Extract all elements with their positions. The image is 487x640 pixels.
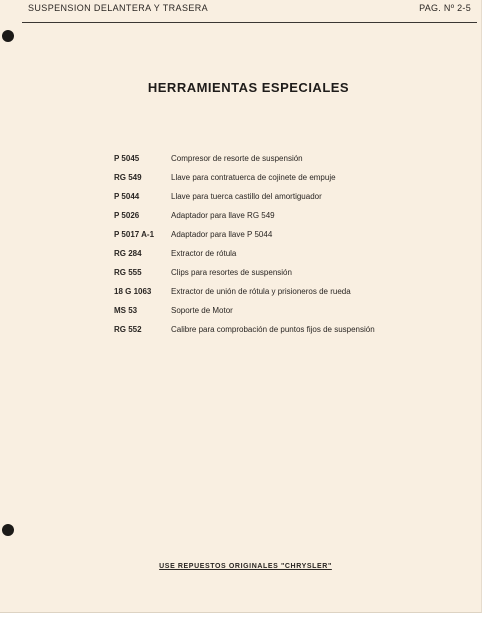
tool-description: Soporte de Motor [171,306,233,315]
page-number: PAG. Nº 2-5 [419,3,471,13]
tool-code: 18 G 1063 [114,287,152,296]
tool-code: P 5045 [114,154,140,163]
tool-description: Extractor de rótula [171,249,237,258]
punch-hole-bottom [2,524,14,536]
tool-row [114,249,474,268]
section-title: SUSPENSION DELANTERA Y TRASERA [28,3,209,13]
tool-code: RG 552 [114,325,142,334]
punch-hole-top [2,30,14,42]
tool-description: Clips para resortes de suspensión [171,268,292,277]
tool-row [114,268,474,287]
tool-description: Calibre para comprobación de puntos fijos de suspensión [171,325,375,334]
tool-row [114,306,474,325]
tool-row [114,211,474,230]
tool-row [114,192,474,211]
tool-row [114,230,474,249]
tool-code: P 5017 A-1 [114,230,155,239]
tool-code: RG 555 [114,268,142,277]
tool-row [114,173,474,192]
tool-row [114,287,474,306]
footer-note-text: USE REPUESTOS ORIGINALES "CHRYSLER" [159,563,332,570]
tool-code: RG 549 [114,173,142,182]
tool-description: Extractor de unión de rótula y prisioneros de rueda [171,287,351,296]
tool-description: Llave para tuerca castillo del amortiguador [171,192,322,201]
page-header [22,0,477,23]
footer-note [0,563,487,570]
tool-code: P 5044 [114,192,140,201]
tool-code: P 5026 [114,211,140,220]
tool-description: Adaptador para llave RG 549 [171,211,275,220]
tool-description: Compresor de resorte de suspensión [171,154,303,163]
tool-list [114,154,474,344]
page-title: HERRAMIENTAS ESPECIALES [147,80,350,95]
tool-description: Adaptador para llave P 5044 [171,230,273,239]
tool-description: Llave para contratuerca de cojinete de empuje [171,173,336,182]
tool-row [114,325,474,344]
tool-code: MS 53 [114,306,138,315]
tool-row [114,154,474,173]
tool-code: RG 284 [114,249,142,258]
